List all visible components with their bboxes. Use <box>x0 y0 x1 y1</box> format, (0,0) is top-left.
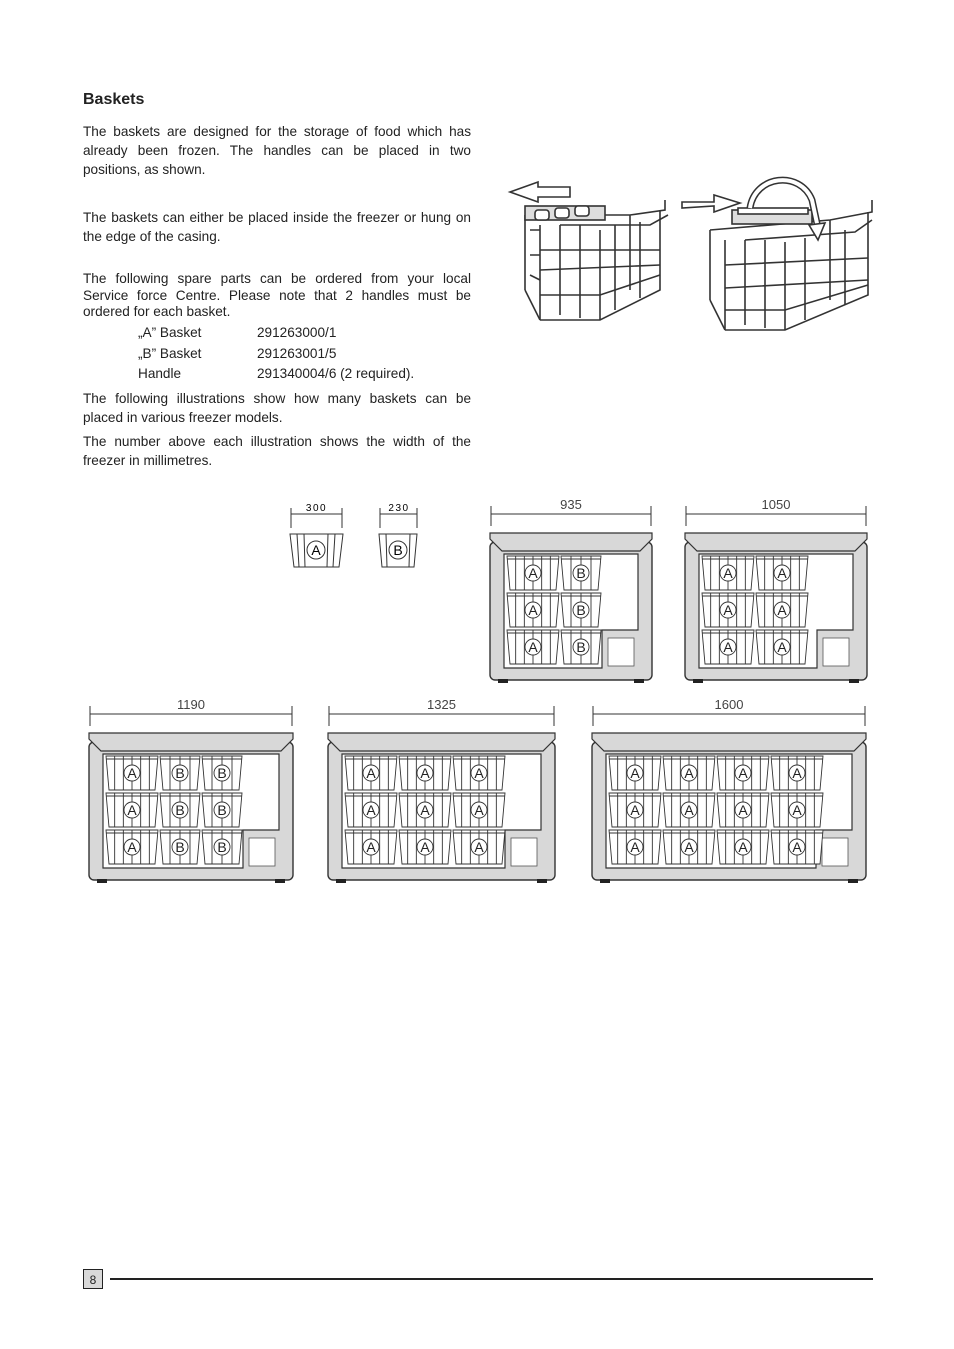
basket-a <box>663 793 715 827</box>
freezer-lid <box>490 533 652 551</box>
basket-b <box>561 630 601 664</box>
part-number: 291263001/5 <box>257 345 337 361</box>
freezer-width-label: 1325 <box>427 697 456 712</box>
basket-b <box>561 593 601 627</box>
basket-a <box>507 593 559 627</box>
basket-label: A <box>777 602 787 618</box>
freezer-lid <box>89 733 293 751</box>
basket-a-label: A <box>311 542 321 558</box>
paragraph-width-note: The number above each illustration shows the width of the freezer in millimetres. <box>83 434 471 468</box>
basket-label: A <box>777 639 787 655</box>
basket-label: A <box>738 765 748 781</box>
basket-a <box>756 630 808 664</box>
basket-label: A <box>684 765 694 781</box>
compressor-step <box>822 838 848 866</box>
basket-b-width: 230 <box>388 503 410 514</box>
basket-a <box>345 830 397 864</box>
basket-a-width: 300 <box>305 503 328 514</box>
freezer-foot <box>498 679 508 683</box>
basket-a <box>771 830 823 864</box>
basket-a <box>507 556 559 590</box>
page-number: 8 <box>83 1269 103 1289</box>
basket-label: A <box>127 839 137 855</box>
basket-label: A <box>474 765 484 781</box>
basket-label: A <box>792 839 802 855</box>
basket-label: A <box>420 802 430 818</box>
compressor-step <box>511 838 537 866</box>
basket-label: B <box>217 802 227 818</box>
basket-label: A <box>630 765 640 781</box>
basket-b-label: B <box>393 542 403 558</box>
footer-rule <box>110 1278 873 1280</box>
freezer-diagram-1050 <box>682 496 870 686</box>
basket-a <box>453 830 505 864</box>
freezer-foot <box>537 879 547 883</box>
freezer-foot <box>849 679 859 683</box>
basket-b-diagram <box>372 500 424 575</box>
basket-a <box>399 793 451 827</box>
basket-label: A <box>792 802 802 818</box>
freezer-width-label: 1050 <box>761 497 791 512</box>
paragraph-intro: The baskets are designed for the storage of food which has already been frozen. The handles can be placed in two positions, as shown. <box>83 124 471 177</box>
freezer-foot <box>600 879 610 883</box>
spare-parts-list <box>138 323 414 385</box>
basket-label: A <box>420 765 430 781</box>
part-name: „B” Basket <box>138 345 202 361</box>
basket-a <box>702 630 754 664</box>
freezer-diagram-1190 <box>86 696 296 886</box>
paragraph-spare-parts: The following spare parts can be ordered from your local Service force Centre. Please note that 2 handles must be ordered for each basket. <box>83 271 471 319</box>
basket-label: A <box>528 639 538 655</box>
basket-b <box>202 756 242 790</box>
basket-label: A <box>528 565 538 581</box>
basket-label: A <box>420 839 430 855</box>
basket-a <box>345 756 397 790</box>
basket-label: A <box>127 765 137 781</box>
freezer-diagram-935 <box>487 496 655 686</box>
basket-a <box>717 830 769 864</box>
basket-b <box>160 830 200 864</box>
basket-a <box>756 556 808 590</box>
basket-label: A <box>777 565 787 581</box>
part-row <box>138 364 414 385</box>
basket-label: A <box>684 839 694 855</box>
basket-handle-illustration <box>500 170 880 340</box>
basket-a <box>702 593 754 627</box>
compressor-step <box>608 638 634 666</box>
basket-label: A <box>474 839 484 855</box>
basket-a <box>453 756 505 790</box>
freezer-diagram-1325 <box>325 696 558 886</box>
basket-b <box>561 556 601 590</box>
freezer-width-label: 1190 <box>177 697 205 712</box>
basket-label: A <box>792 765 802 781</box>
freezer-lid <box>685 533 867 551</box>
basket-label: A <box>528 602 538 618</box>
paragraph-placement: The baskets can either be placed inside the freezer or hung on the edge of the casing. <box>83 210 471 244</box>
basket-a <box>717 793 769 827</box>
freezer-diagram-1600 <box>589 696 869 886</box>
basket-label: A <box>738 839 748 855</box>
basket-b <box>202 830 242 864</box>
basket-a <box>106 793 158 827</box>
basket-a <box>756 593 808 627</box>
paragraph-illustrations: The following illustrations show how many baskets can be placed in various freezer models. <box>83 391 471 425</box>
basket-label: B <box>175 802 185 818</box>
basket-label: A <box>474 802 484 818</box>
basket-a <box>717 756 769 790</box>
basket-b <box>160 793 200 827</box>
basket-a <box>663 756 715 790</box>
freezer-foot <box>693 679 703 683</box>
basket-label: B <box>175 765 185 781</box>
freezer-foot <box>97 879 107 883</box>
part-row <box>138 344 414 365</box>
freezer-foot <box>275 879 285 883</box>
freezer-lid <box>328 733 555 751</box>
freezer-foot <box>634 679 644 683</box>
part-number: 291340004/6 (2 required). <box>257 366 415 381</box>
basket-label: B <box>217 839 227 855</box>
basket-label: A <box>127 802 137 818</box>
basket-a <box>345 793 397 827</box>
basket-label: B <box>576 565 586 581</box>
basket-label: B <box>217 765 227 781</box>
part-number: 291263000/1 <box>257 325 337 340</box>
freezer-width-label: 935 <box>560 497 582 512</box>
freezer-width-label: 1600 <box>714 697 744 712</box>
basket-label: A <box>366 765 376 781</box>
basket-a <box>609 830 661 864</box>
section-heading: Baskets <box>83 91 145 108</box>
basket-a <box>609 756 661 790</box>
basket-label: A <box>723 565 733 581</box>
basket-a <box>106 830 158 864</box>
basket-label: A <box>630 839 640 855</box>
basket-label: A <box>630 802 640 818</box>
basket-a <box>453 793 505 827</box>
basket-a <box>399 756 451 790</box>
part-row <box>138 323 414 344</box>
basket-a <box>771 756 823 790</box>
basket-a <box>702 556 754 590</box>
basket-label: A <box>366 839 376 855</box>
part-name: Handle <box>138 366 182 381</box>
basket-label: B <box>576 639 586 655</box>
basket-a <box>399 830 451 864</box>
basket-label: B <box>175 839 185 855</box>
basket-a <box>106 756 158 790</box>
compressor-step <box>823 638 849 666</box>
basket-label: A <box>723 602 733 618</box>
basket-a <box>507 630 559 664</box>
part-name: „A” Basket <box>138 325 202 340</box>
basket-a <box>609 793 661 827</box>
basket-label: A <box>738 802 748 818</box>
basket-label: A <box>366 802 376 818</box>
freezer-foot <box>336 879 346 883</box>
freezer-lid <box>592 733 866 751</box>
basket-b <box>202 793 242 827</box>
basket-a <box>663 830 715 864</box>
basket-label: A <box>684 802 694 818</box>
basket-a-diagram <box>285 500 350 575</box>
basket-label: B <box>576 602 586 618</box>
basket-label: A <box>723 639 733 655</box>
compressor-step <box>249 838 275 866</box>
basket-b <box>160 756 200 790</box>
freezer-foot <box>848 879 858 883</box>
basket-a <box>771 793 823 827</box>
